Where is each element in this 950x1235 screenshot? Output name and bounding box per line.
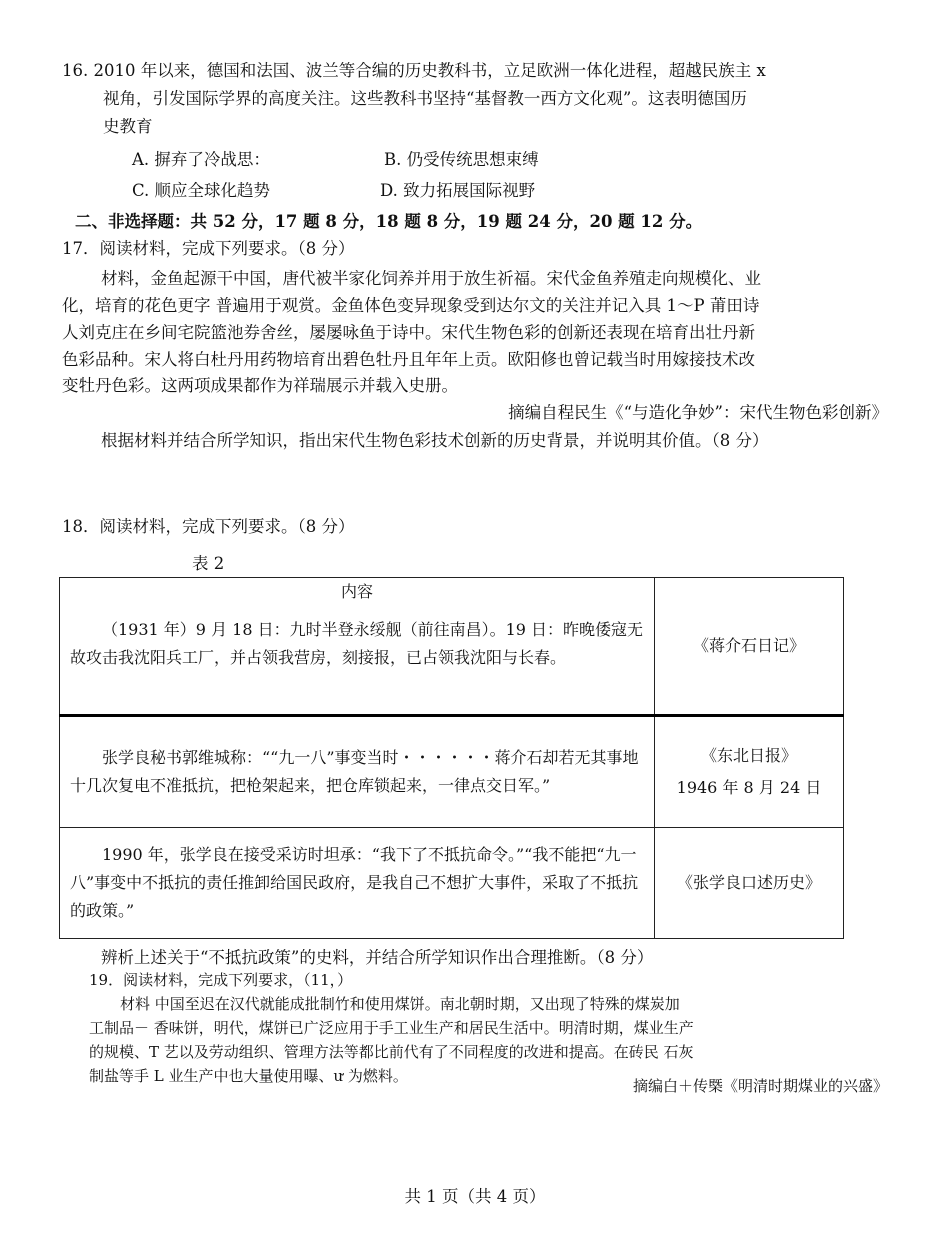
source-table <box>59 577 844 939</box>
table-row <box>60 578 844 716</box>
table-row <box>60 716 844 828</box>
table-cell-source: 《东北日报》 <box>700 746 797 765</box>
q19-material-line4: 制盐等手 L 业生产中也大量使用曝、ư 为燃料。 <box>89 1067 408 1085</box>
q17-title: 17．阅读材料，完成下列要求。（8 分） <box>62 239 355 258</box>
q19-material-line1: 材料 中国至迟在汉代就能成批制竹和使用煤饼。南北朝时期，又出现了特殊的煤炭加 <box>120 995 680 1013</box>
q18-question: 辨析上述关于“不抵抗政策”的史料，并结合所学知识作出合理推断。（8 分） <box>101 948 654 967</box>
q17-material-line1: 材料，金鱼起源干中国，唐代被半家化饲养并用于放生祈福。宋代金鱼养殖走向规模化、业 <box>101 269 761 288</box>
page-footer: 共 1 页（共 4 页） <box>404 1187 546 1206</box>
table-cell-date: 1946 年 8 月 24 日 <box>676 778 822 797</box>
table-row <box>60 828 844 939</box>
table-cell-content: （1931 年）9 月 18 日：九时半登永绥舰（前往南昌）。19 日：昨晚倭寇无故攻击我沈阳兵工厂，并占领我营房，刻接报，已占领我沈阳与长春。 <box>70 620 644 667</box>
table-cell-content: 1990 年，张学良在接受采访时坦承：“我下了不抵抗命令。”“我不能把“九一八”事变中不抵抗的责任推卸给国民政府，是我自己不想扩大事件，采取了不抵抗的政策。” <box>70 845 639 920</box>
q18-title: 18．阅读材料，完成下列要求。（8 分） <box>62 517 355 536</box>
q16-option-a: A. 摒弃了冷战思： <box>132 150 270 169</box>
q16-line2: 视角，引发国际学界的高度关注。这些教科书坚持“基督教一西方文化观”。这表明德国历 <box>103 89 747 108</box>
table-header: 内容 <box>340 582 373 601</box>
q19-source: 摘编白＋传槩《明清时期煤业的兴盛》 <box>632 1077 888 1095</box>
q17-material-line2: 化，培育的花色更字 普遍用于观赏。金鱼体色变异现象受到达尔文的关注并记入具 1～P 莆田诗 <box>62 296 760 315</box>
q19-title: 19．阅读材料，完成下列要求，（11，） <box>89 971 353 989</box>
table-cell-source: 《蒋介石日记》 <box>692 636 805 655</box>
table-label: 表 2 <box>192 554 225 573</box>
q16-line1: 16. 2010 年以来，德国和法国、波兰等合编的历史教科书，立足欧洲一体化进程，超越民族主 x <box>62 61 766 80</box>
q17-question: 根据材料并结合所学知识，指出宋代生物色彩技术创新的历史背景，并说明其价值。（8 分） <box>101 431 769 450</box>
q16-option-c: C. 顺应全球化趋势 <box>132 181 271 200</box>
q17-material-line3: 人刘克庄在乡间宅院篮池券舍丝，屡屡咏鱼于诗中。宋代生物色彩的创新还表现在培育出壮丹新 <box>62 323 755 342</box>
q17-source: 摘编自程民生《“与造化争妙”：宋代生物色彩创新》 <box>508 403 888 422</box>
q16-option-b: B. 仍受传统思想束缚 <box>384 150 539 169</box>
table-cell-content: 张学良秘书郭维城称：““九一八”事变当时・・・・・・蒋介石却若无其事地十几次复电不准抵抗，把枪架起来，把仓库锁起来，一律点交日军。” <box>70 748 639 795</box>
q16-line3: 史教育 <box>103 117 153 136</box>
table-cell-source: 《张学良口述历史》 <box>676 873 821 892</box>
section2-heading <box>75 209 702 235</box>
section2-title: 二、非选择题： <box>75 212 191 231</box>
section2-desc: 共 52 分，17 题 8 分，18 题 8 分，19 题 24 分，20 题 12 分。 <box>190 212 703 231</box>
q17-material-line5: 变牡丹色彩。这两项成果都作为祥瑞展示并载入史册。 <box>62 376 458 395</box>
q17-material-line4: 色彩品种。宋人将白杜丹用药物培育出碧色牡丹且年年上贡。欧阳修也曾记载当时用嫁接技术改 <box>62 350 755 369</box>
q19-material-line2: 工制品－ 香味饼，明代，煤饼已广泛应用于手工业生产和居民生活中。明清时期，煤业生产 <box>89 1019 694 1037</box>
q19-material-line3: 的规模、T 艺以及劳动组织、管理方法等都比前代有了不同程度的改进和提高。在砖民 石灰 <box>89 1043 694 1061</box>
q16-option-d: D. 致力拓展国际视野 <box>380 181 536 200</box>
